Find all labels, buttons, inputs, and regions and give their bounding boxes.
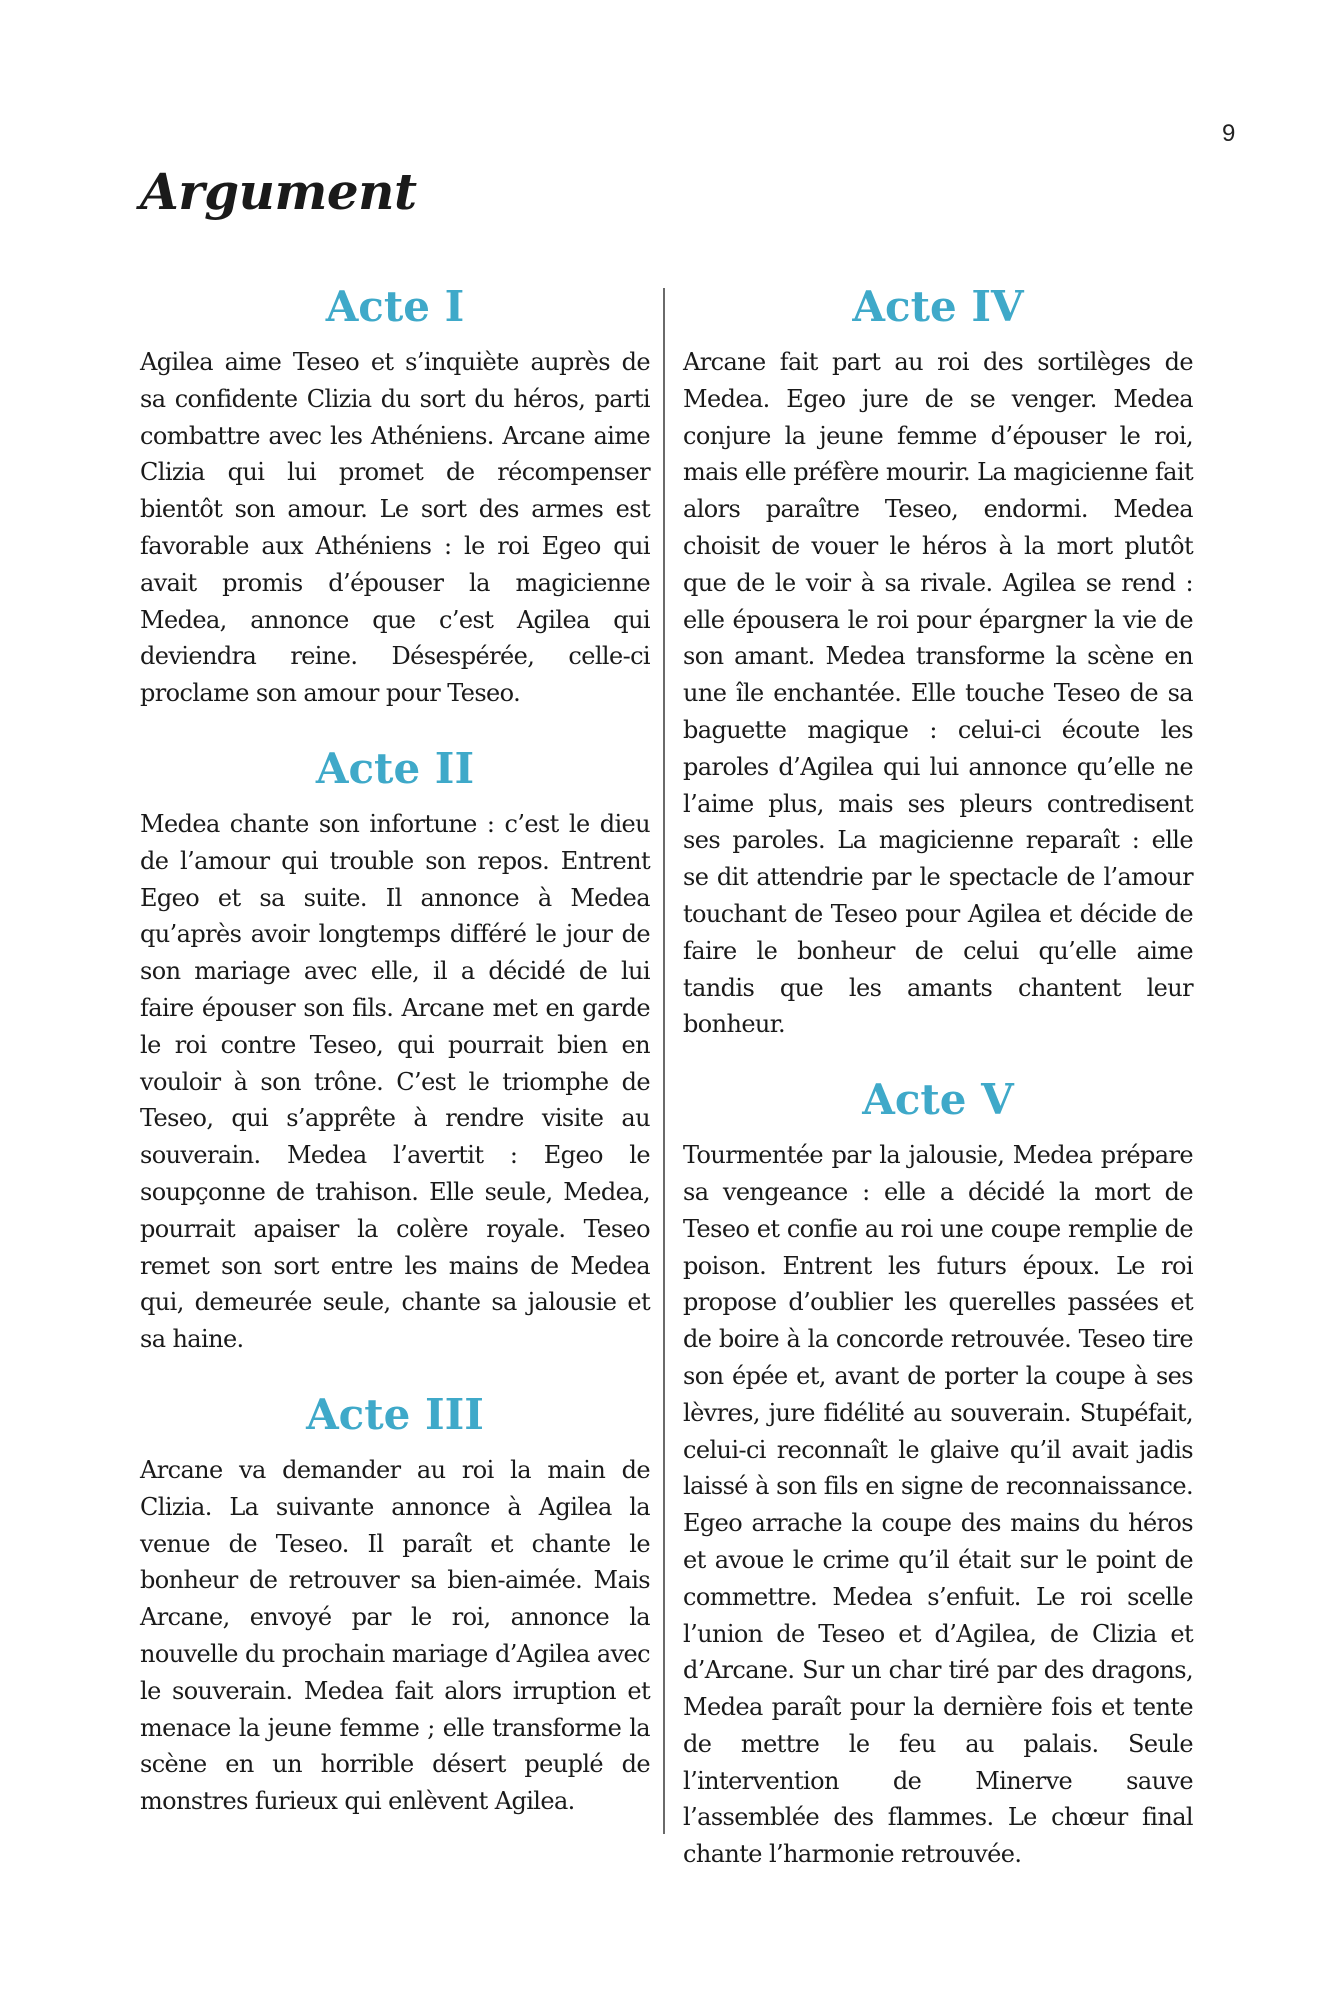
act-2-text: Medea chante son infortune : c’est le dieu de l’amour qui trouble son repos. Entrent Egeo et sa suite. Il annonce à Medea qu’après avoir longtemps différé le jour de son mariage avec elle, il a décidé de lui faire épouser son fils. Arcane met en garde le roi contre Teseo, qui pourrait bien en vouloir à son trône. C’est le triomphe de Teseo, qui s’apprête à rendre visite au souverain. Medea l’avertit : Egeo le soupçonne de trahison. Elle seule, Medea, pourrait apaiser la colère royale. Teseo remet son sort entre les mains de Medea qui, demeurée seule, chante sa jalousie et sa haine. [140, 809, 650, 1354]
act-3-section [140, 1386, 650, 1820]
act-1-text: Agilea aime Teseo et s’inquiète auprès de sa confidente Clizia du sort du héros, parti combattre avec les Athéniens. Arcane aime Clizia qui lui promet de récompenser bientôt son amour. Le sort des armes est favorable aux Athéniens : le roi Egeo qui avait promis d’épouser la magicienne Medea, annonce que c’est Agilea qui deviendra reine. Désespérée, celle-ci proclame son amour pour Teseo. [140, 348, 650, 708]
right-column [683, 278, 1193, 1901]
act-1-section [140, 278, 650, 712]
act-5-text: Tourmentée par la jalousie, Medea prépare sa vengeance : elle a décidé la mort de Teseo et confie au roi une coupe remplie de poison. Entrent les futurs époux. Le roi propose d’oublier les querelles passées et de boire à la concorde retrouvée. Teseo tire son épée et, avant de porter la coupe à ses lèvres, jure fidélité au souverain. Stupéfait, celui-ci reconnaît le glaive qu’il avait jadis laissé à son fils en signe de reconnaissance. Egeo arrache la coupe des mains du héros et avoue le crime qu’il était sur le point de commettre. Medea s’enfuit. Le roi scelle l’union de Teseo et d’Agilea, de Clizia et d’Arcane. Sur un char tiré par des dragons, Medea paraît pour la dernière fois et tente de mettre le feu au palais. Seule l’intervention de Minerve sauve l’assemblée des flammes. Le chœur final chante l’harmonie retrouvée. [683, 1141, 1193, 1869]
act-2-heading: Acte II [315, 743, 475, 793]
page-title: Argument [140, 162, 417, 221]
act-1-heading: Acte I [325, 282, 465, 331]
act-4-heading: Acte IV [852, 282, 1024, 331]
act-5-heading: Acte V [862, 1075, 1014, 1125]
act-3-text: Arcane va demander au roi la main de Clizia. La suivante annonce à Agilea la venue de Teseo. Il paraît et chante le bonheur de retrouver sa bien-aimée. Mais Arcane, envoyé par le roi, annonce la nouvelle du prochain mariage d’Agilea avec le souverain. Medea fait alors irruption et menace la jeune femme ; elle transforme la scène en un horrible désert peuplé de monstres furieux qui enlèvent Agilea. [140, 1455, 650, 1816]
act-3-heading: Acte III [306, 1389, 484, 1439]
page-number: 9 [1222, 120, 1236, 147]
act-4-text: Arcane fait part au roi des sortilèges de Medea. Egeo jure de se venger. Medea conjure la jeune femme d’épouser le roi, mais elle préfère mourir. La magicienne fait alors paraître Teseo, endormi. Medea choisit de vouer le héros à la mort plutôt que de le voir à sa rivale. Agilea se rend : elle épousera le roi pour épargner la vie de son amant. Medea transforme la scène en une île enchantée. Elle touche Teseo de sa baguette magique : celui-ci écoute les paroles d’Agilea qui lui annonce qu’elle ne l’aime plus, mais ses pleurs contredisent ses paroles. La magicienne reparaît : elle se dit attendrie par le spectacle de l’amour touchant de Teseo pour Agilea et décide de faire le bonheur de celui qu’elle aime tandis que les amants chantent leur bonheur. [683, 348, 1193, 1039]
act-4-section [683, 278, 1193, 1043]
act-2-section [140, 740, 650, 1358]
left-column [140, 278, 650, 1848]
column-divider [663, 288, 665, 1834]
act-5-section [683, 1071, 1193, 1873]
